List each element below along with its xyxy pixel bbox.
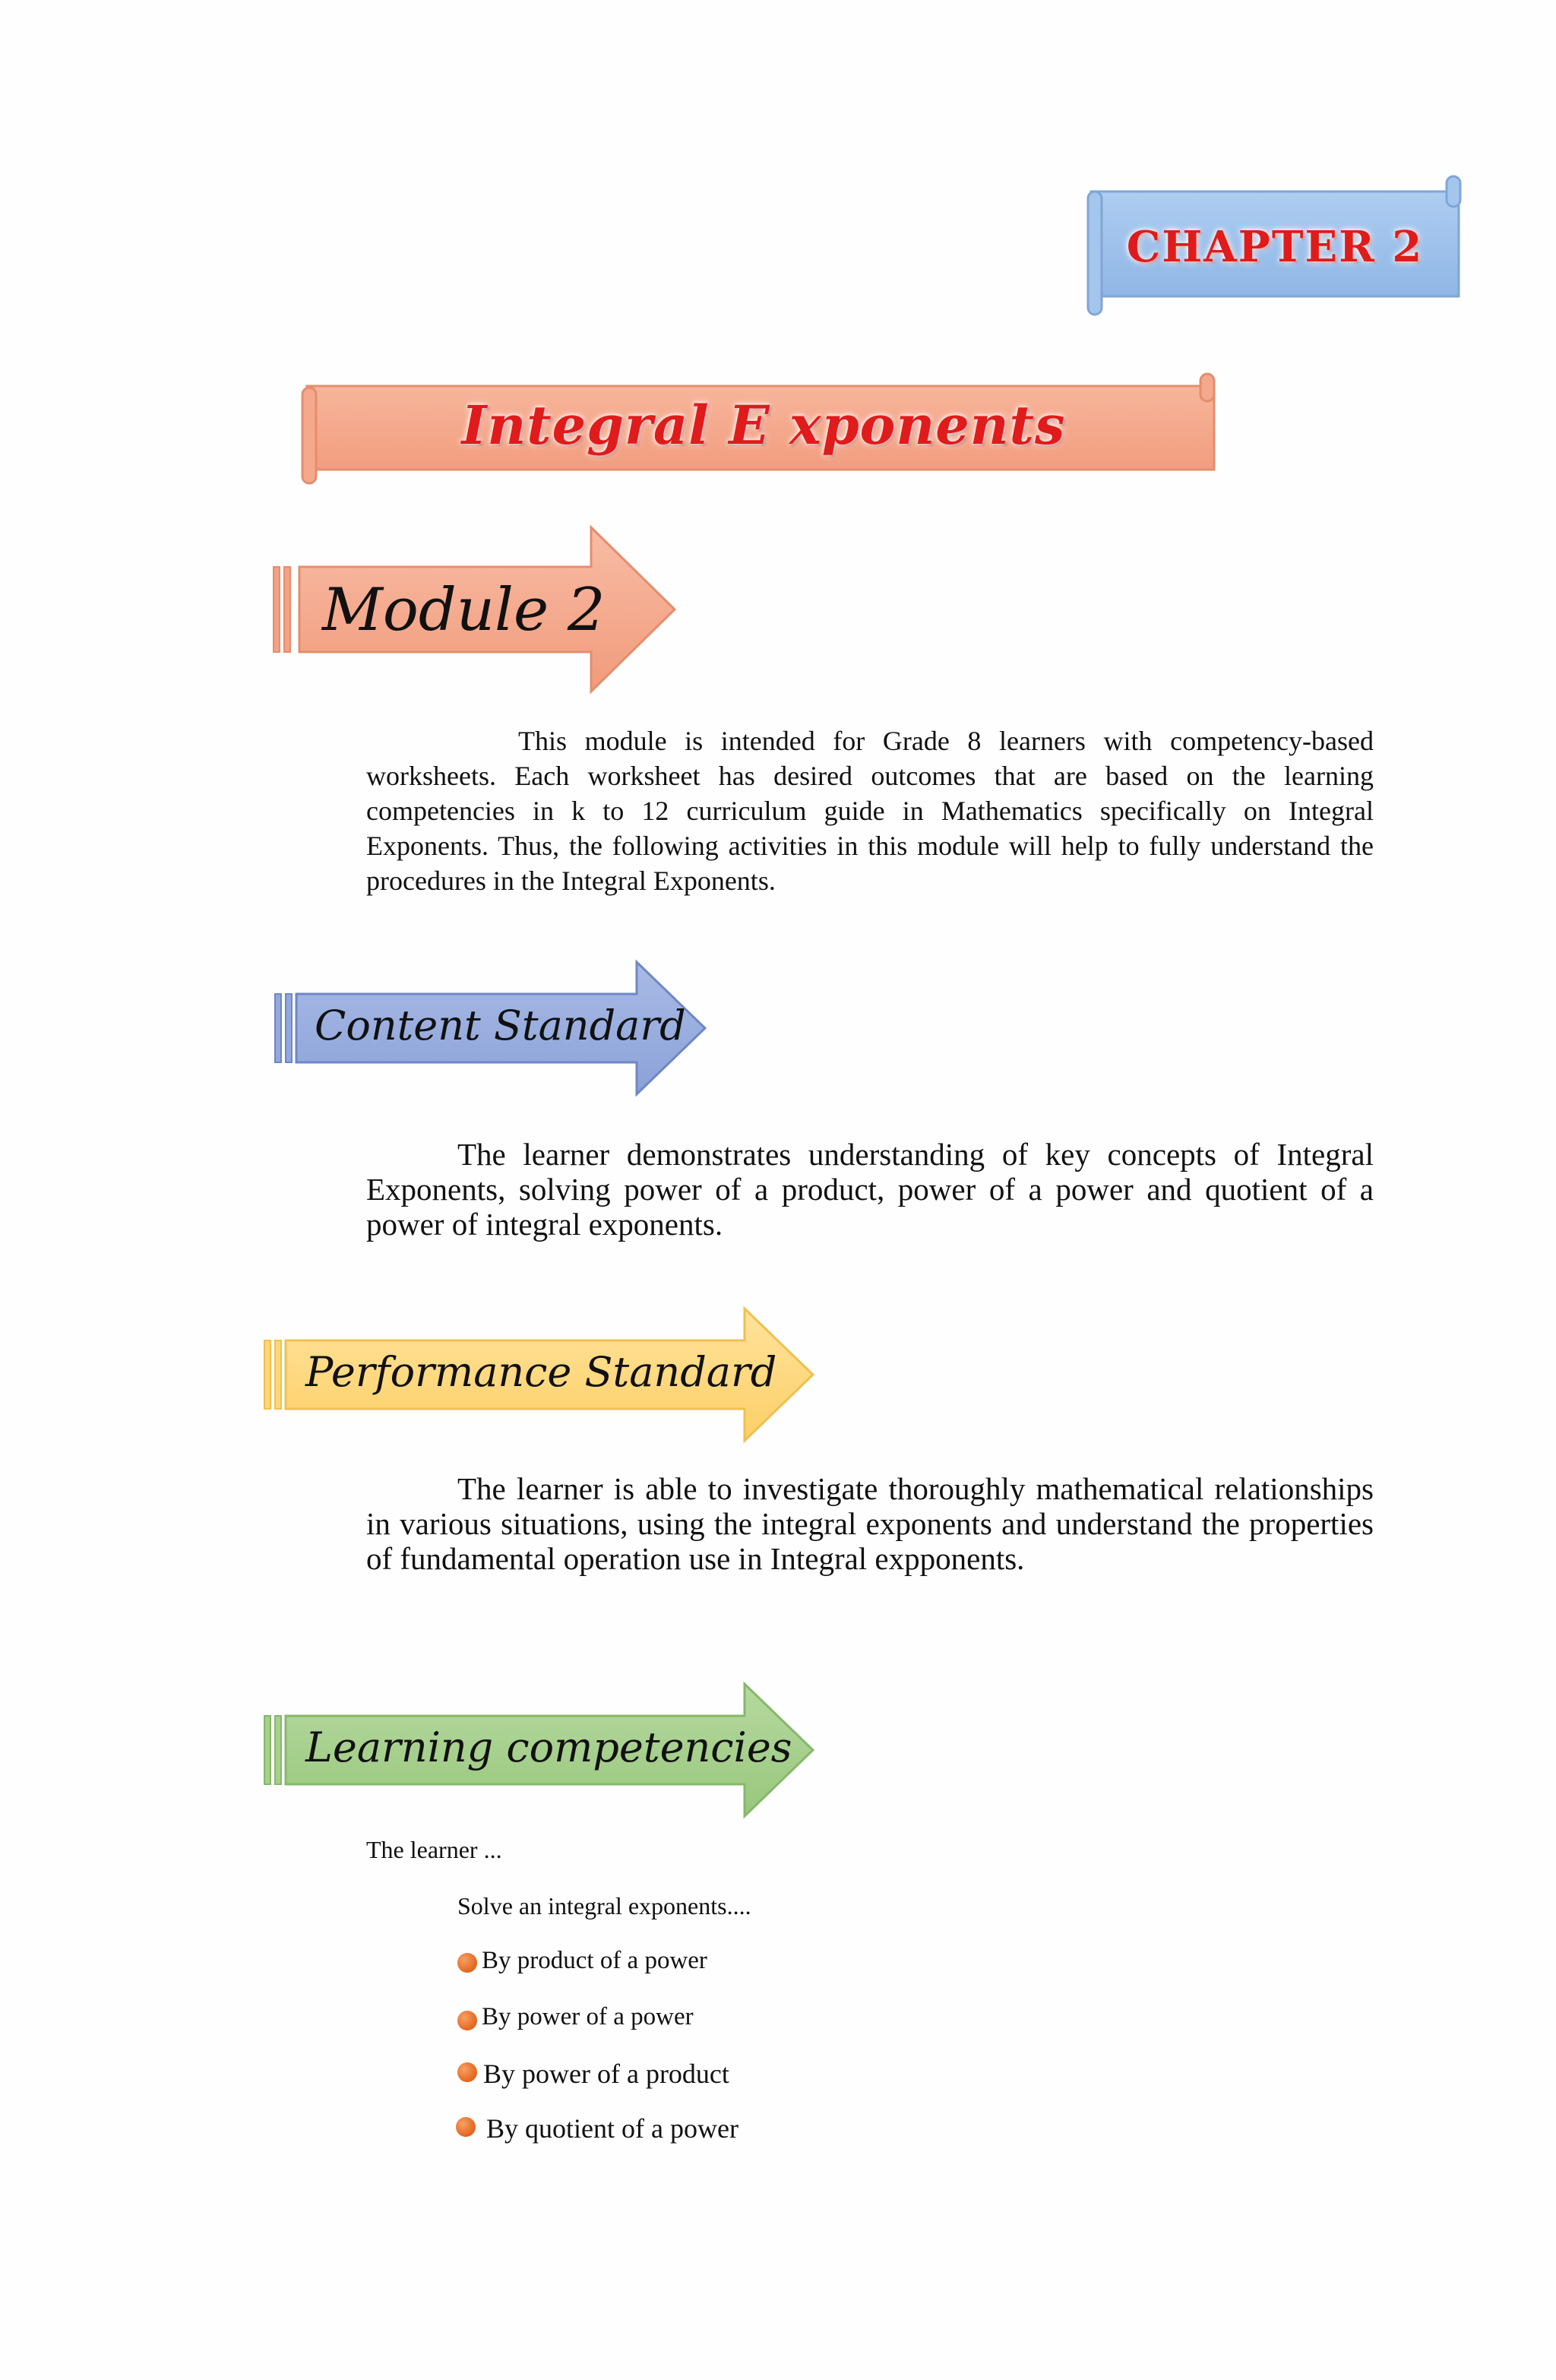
bullet-icon [457,1953,477,1973]
competency-item: By power of a power [482,2003,694,2030]
content-standard-label: Content Standard [315,1002,686,1049]
competencies-subintro: Solve an integral exponents.... [457,1892,751,1920]
module-description: This module is intended for Grade 8 learners with competency-based worksheets. Each worksheet has desired outcomes that are based on the learning competencies in k to 12 curriculum guide in Mathematics specifically on Integral Exponents. Thus, the following activities in this module will help to fully understand the procedures in the Integral Exponents. [366,726,1374,896]
competency-item: By quotient of a power [486,2113,738,2144]
module-label: Module 2 [322,576,606,644]
competencies-intro: The learner ... [366,1836,502,1863]
performance-standard-label: Performance Standard [305,1348,777,1396]
competency-item: By power of a product [483,2059,729,2089]
chapter-name: Integral E xponents [461,394,1066,457]
bullet-icon [456,2117,476,2137]
learning-competencies-label: Learning competencies [305,1723,792,1771]
bullet-icon [457,2011,477,2030]
chapter-title: CHAPTER 2 [1126,222,1424,272]
bullet-icon [457,2062,477,2082]
performance-standard-text: The learner is able to investigate thoroughly mathematical relationships in various situations, using the integral exponents and understand the properties of fundamental operation use in Integral expponents. [366,1471,1374,1576]
competency-item: By product of a power [482,1947,707,1974]
content-standard-text: The learner demonstrates understanding of key concepts of Integral Exponents, solving power of a product, power of a power and quotient of a power of integral exponents. [366,1137,1374,1242]
